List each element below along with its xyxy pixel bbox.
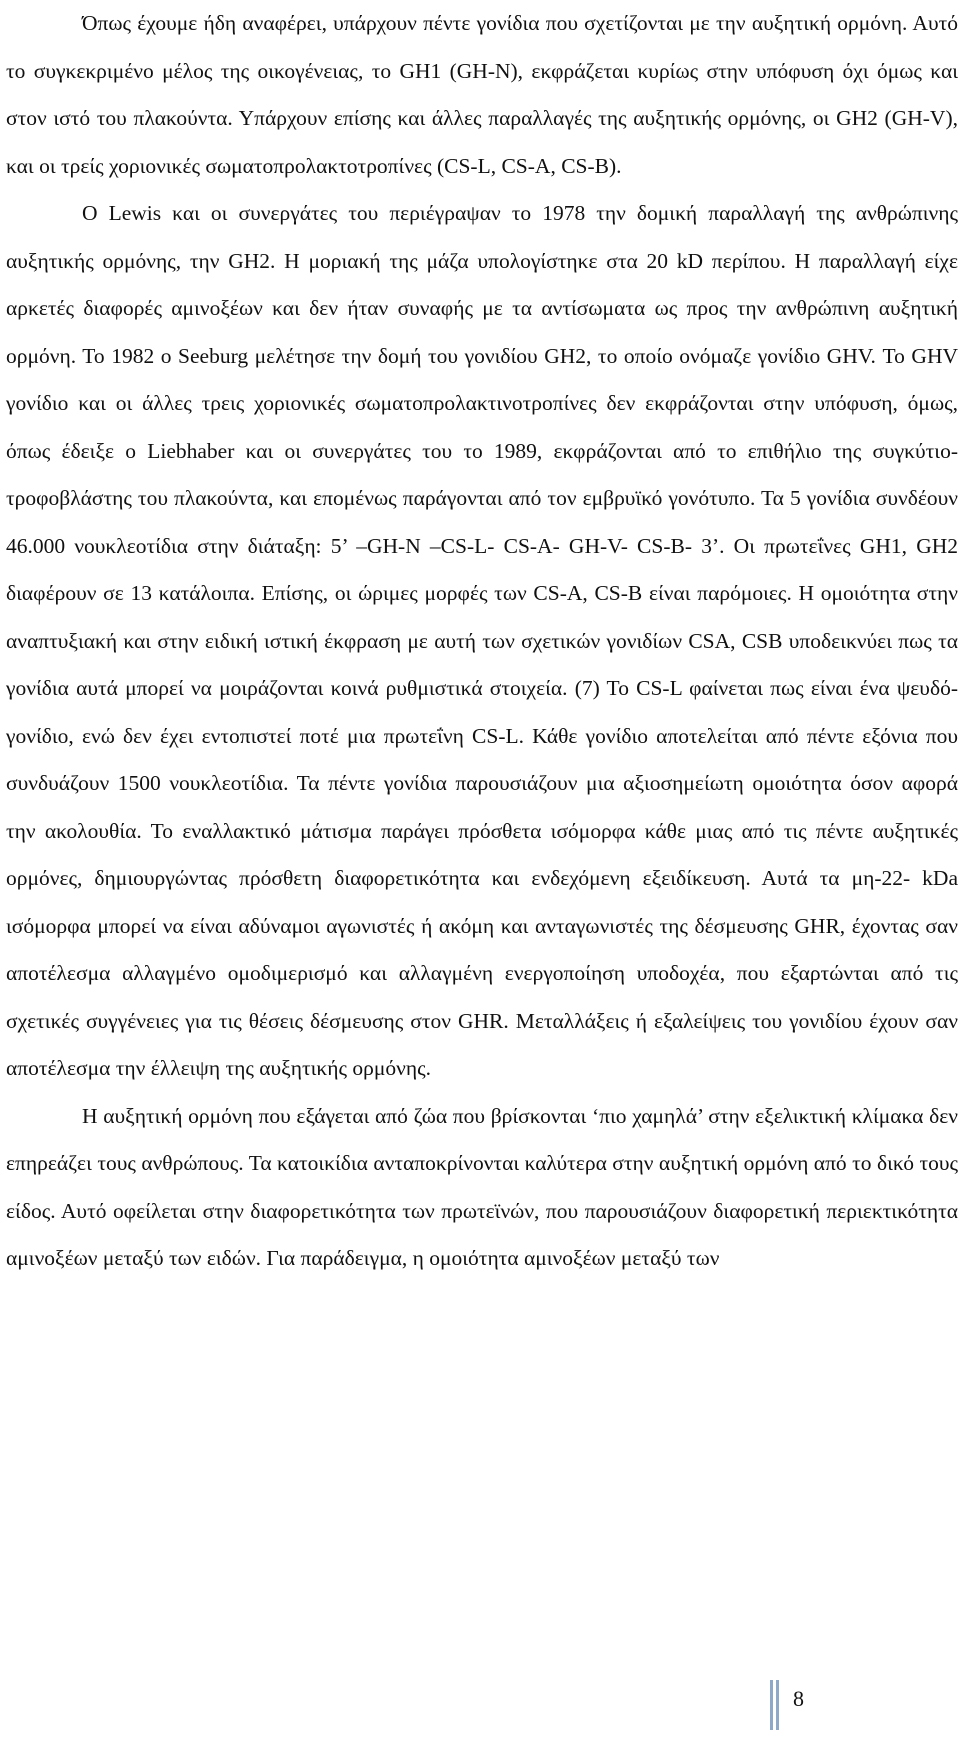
body-text: [6, 0, 958, 1283]
paragraph-genes-overview: Όπως έχουμε ήδη αναφέρει, υπάρχουν πέντε γονίδια που σχετίζονται με την αυξητική ορμόνη. Αυτό το συγκεκριμένο μέλος της οικογένειας, το GH1 (GH-N), εκφράζεται κυρίως στην υπόφυση όχι όμως και στον ιστό του πλακούντα. Υπάρχουν επίσης και άλλες παραλλαγές της αυξητικής ορμόνης, οι GH2 (GH-V), και οι τρείς χοριονικές σωματοπρολακτοτροπίνες (CS-L, CS-A, CS-B).: [6, 11, 958, 178]
page-number: 8: [793, 1686, 804, 1711]
footer-bars-decoration: [770, 1680, 779, 1730]
footer-bar: [776, 1680, 779, 1730]
paragraph-species-specificity: Η αυξητική ορμόνη που εξάγεται από ζώα που βρίσκονται ‘πιο χαμηλά’ στην εξελικτική κλίμακα δεν επηρεάζει τους ανθρώπους. Τα κατοικίδια ανταποκρίνονται καλύτερα στην αυξητική ορμόνη από το δικό τους είδος. Αυτό οφείλεται στην διαφορετικότητα των πρωτεϊνών, που παρουσιάζουν διαφορετική περιεκτικότητα αμινοξέων μεταξύ των ειδών. Για παράδειγμα, η ομοιότητα αμινοξέων μεταξύ των: [6, 1103, 958, 1270]
paragraph-gh2-variant: Ο Lewis και οι συνεργάτες του περιέγραψαν το 1978 την δομική παραλλαγή της ανθρώπινης αυξητικής ορμόνης, την GH2. Η μοριακή της μάζα υπολογίστηκε στα 20 kD περίπου. Η παραλλαγή είχε αρκετές διαφορές αμινοξέων και δεν ήταν συναφής με τα αντίσωματα ως προς την ανθρώπινη αυξητική ορμόνη. Το 1982 ο Seeburg μελέτησε την δομή του γονιδίου GH2, το οποίο ονόμαζε γονίδιο GHV. Το GHV γονίδιο και οι άλλες τρεις χοριονικές σωματοπρολακτινοτροπίνες δεν εκφράζονται στην υπόφυση, όμως, όπως έδειξε ο Liebhaber και οι συνεργάτες του το 1989, εκφράζονται από το επιθήλιο της συγκύτιο-τροφοβλάστης του πλακούντα, και επομένως παράγονται από τον εμβρυϊκό γονότυπο. Τα 5 γονίδια συνδέουν 46.000 νουκλεοτίδια στην διάταξη: 5’ –GH-N –CS-L- CS-A- GH-V- CS-B- 3’. Οι πρωτεΐνες GH1, GH2 διαφέρουν σε 13 κατάλοιπα. Επίσης, οι ώριμες μορφές των CS-A, CS-B είναι παρόμοιες. Η ομοιότητα στην αναπτυξιακή και στην ειδική ιστική έκφραση με αυτή των σχετικών γονιδίων CSA, CSB υποδεικνύει πως τα γονίδια αυτά μπορεί να μοιράζονται κοινά ρυθμιστικά στοιχεία. (7) Το CS-L φαίνεται πως είναι ένα ψευδό-γονίδιο, ενώ δεν έχει εντοπιστεί ποτέ μια πρωτεΐνη CS-L. Κάθε γονίδιο αποτελείται από πέντε εξόνια που συνδυάζουν 1500 νουκλεοτίδια. Τα πέντε γονίδια παρουσιάζουν μια αξιοσημείωτη ομοιότητα όσον αφορά την ακολουθία. Το εναλλακτικό μάτισμα παράγει πρόσθετα ισόμορφα κάθε μιας από τις πέντε αυξητικές ορμόνες, δημιουργώντας πρόσθετη διαφορετικότητα και ενδεχόμενη εξειδίκευση. Αυτά τα μη-22- kDa ισόμορφα μπορεί να είναι αδύναμοι αγωνιστές ή ακόμη και ανταγωνιστές της δέσμευσης GHR, έχοντας σαν αποτέλεσμα αλλαγμένο ομοδιμερισμό και αλλαγμένη ενεργοποίηση υποδοχέα, που εξαρτώνται από τις σχετικές συγγένειες για τις θέσεις δέσμευσης στον GHR. Μεταλλάξεις ή εξαλείψεις του γονιδίου έχουν σαν αποτέλεσμα την έλλειψη της αυξητικής ορμόνης.: [6, 201, 958, 1080]
page-footer: [770, 1680, 804, 1730]
footer-bar: [770, 1680, 773, 1730]
